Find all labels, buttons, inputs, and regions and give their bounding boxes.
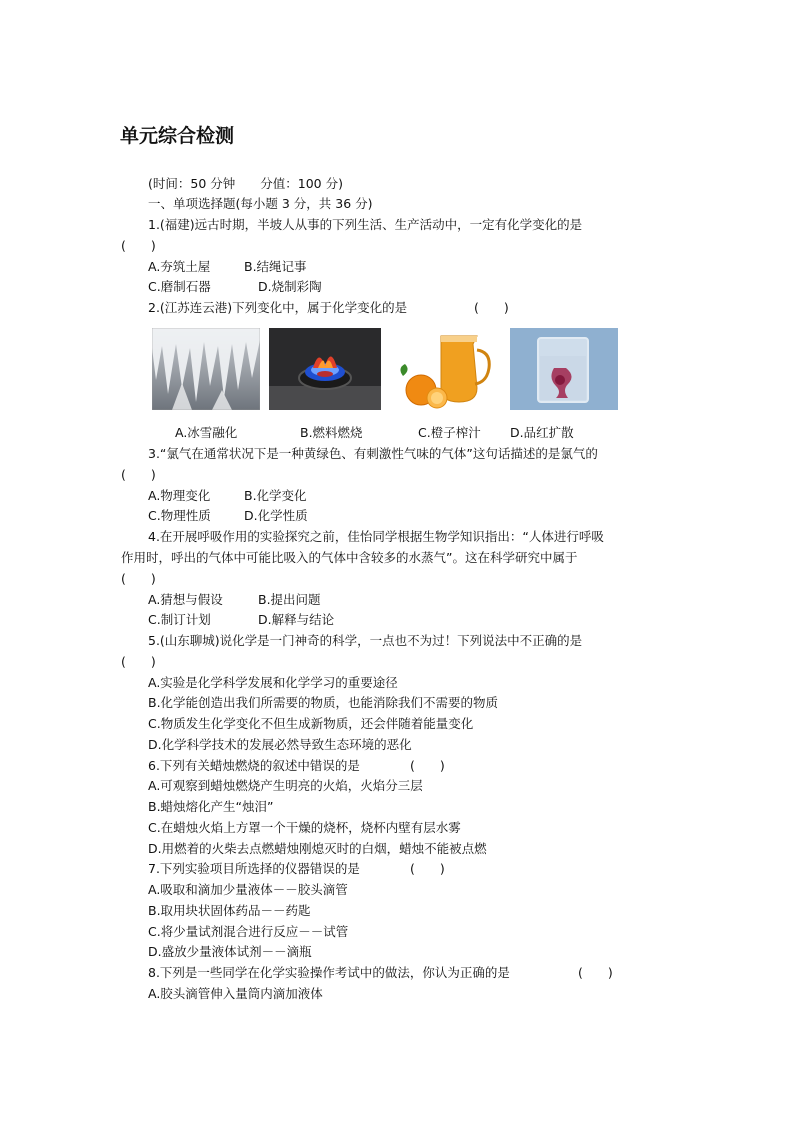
q7-option-c: C.将少量试剂混合进行反应－－试管 bbox=[148, 924, 349, 939]
section-heading: 一、单项选择题(每小题 3 分，共 36 分) bbox=[148, 196, 373, 211]
q3-option-c: C.物理性质 bbox=[148, 508, 211, 523]
q7-option-d: D.盛放少量液体试剂－－滴瓶 bbox=[148, 944, 312, 959]
gas-burner-photo bbox=[269, 328, 381, 410]
q4-option-d: D.解释与结论 bbox=[258, 612, 335, 627]
q3-option-b: B.化学变化 bbox=[244, 488, 307, 503]
q2-stem: 2.(江苏连云港)下列变化中，属于化学变化的是 bbox=[148, 300, 408, 315]
q5-option-d: D.化学科学技术的发展必然导致生态环境的恶化 bbox=[148, 737, 412, 752]
q7-option-b: B.取用块状固体药品－－药匙 bbox=[148, 903, 311, 918]
page-title: 单元综合检测 bbox=[120, 125, 235, 147]
q3-option-a: A.物理变化 bbox=[148, 488, 211, 503]
ice-snow-photo bbox=[152, 328, 260, 410]
q1-option-a: A.夯筑土屋 bbox=[148, 259, 211, 274]
orange-juice-photo bbox=[393, 328, 501, 410]
q8-answer-blank: ( ) bbox=[578, 965, 613, 980]
q2-option-b: B.燃料燃烧 bbox=[300, 425, 363, 440]
q1-option-c: C.磨制石器 bbox=[148, 279, 211, 294]
q5-option-c: C.物质发生化学变化不但生成新物质，还会伴随着能量变化 bbox=[148, 716, 474, 731]
q6-option-a: A.可观察到蜡烛燃烧产生明亮的火焰，火焰分三层 bbox=[148, 778, 423, 793]
q6-option-d: D.用燃着的火柴去点燃蜡烛刚熄灭时的白烟，蜡烛不能被点燃 bbox=[148, 841, 487, 856]
q4-stem-line2: 作用时，呼出的气体中可能比吸入的气体中含较多的水蒸气”。这在科学研究中属于 bbox=[121, 550, 578, 565]
q5-answer-blank: ( ) bbox=[121, 654, 156, 669]
q7-answer-blank: ( ) bbox=[410, 861, 445, 876]
q3-option-d: D.化学性质 bbox=[244, 508, 308, 523]
q3-answer-blank: ( ) bbox=[121, 467, 156, 482]
q1-answer-blank: ( ) bbox=[121, 238, 156, 253]
q3-stem: 3.“氯气在通常状况下是一种黄绿色、有刺激性气味的气体”这句话描述的是氯气的 bbox=[148, 446, 598, 461]
q4-answer-blank: ( ) bbox=[121, 571, 156, 586]
q7-stem: 7.下列实验项目所选择的仪器错误的是 bbox=[148, 861, 360, 876]
dye-diffusion-photo bbox=[510, 328, 618, 410]
q6-option-b: B.蜡烛熔化产生“烛泪” bbox=[148, 799, 274, 814]
q2-option-a: A.冰雪融化 bbox=[175, 425, 238, 440]
q2-option-c: C.橙子榨汁 bbox=[418, 425, 481, 440]
q4-stem-line1: 4.在开展呼吸作用的实验探究之前，佳怡同学根据生物学知识指出：“人体进行呼吸 bbox=[148, 529, 604, 544]
q5-stem: 5.(山东聊城)说化学是一门神奇的科学，一点也不为过！下列说法中不正确的是 bbox=[148, 633, 583, 648]
q8-option-a: A.胶头滴管伸入量筒内滴加液体 bbox=[148, 986, 323, 1001]
q1-stem: 1.(福建)远古时期，半坡人从事的下列生活、生产活动中，一定有化学变化的是 bbox=[148, 217, 583, 232]
q6-stem: 6.下列有关蜡烛燃烧的叙述中错误的是 bbox=[148, 758, 360, 773]
q5-option-a: A.实验是化学科学发展和化学学习的重要途径 bbox=[148, 675, 398, 690]
q4-option-a: A.猜想与假设 bbox=[148, 592, 223, 607]
q2-option-d: D.品红扩散 bbox=[510, 425, 574, 440]
q6-option-c: C.在蜡烛火焰上方罩一个干燥的烧杯，烧杯内壁有层水雾 bbox=[148, 820, 461, 835]
q2-answer-blank: ( ) bbox=[474, 300, 509, 315]
q5-option-b: B.化学能创造出我们所需要的物质，也能消除我们不需要的物质 bbox=[148, 695, 499, 710]
q6-answer-blank: ( ) bbox=[410, 758, 445, 773]
q4-option-c: C.制订计划 bbox=[148, 612, 211, 627]
q8-stem: 8.下列是一些同学在化学实验操作考试中的做法，你认为正确的是 bbox=[148, 965, 510, 980]
q4-option-b: B.提出问题 bbox=[258, 592, 321, 607]
q7-option-a: A.吸取和滴加少量液体－－胶头滴管 bbox=[148, 882, 348, 897]
q1-option-b: B.结绳记事 bbox=[244, 259, 307, 274]
q1-option-d: D.烧制彩陶 bbox=[258, 279, 322, 294]
exam-meta: (时间：50 分钟 分值：100 分) bbox=[148, 176, 343, 191]
